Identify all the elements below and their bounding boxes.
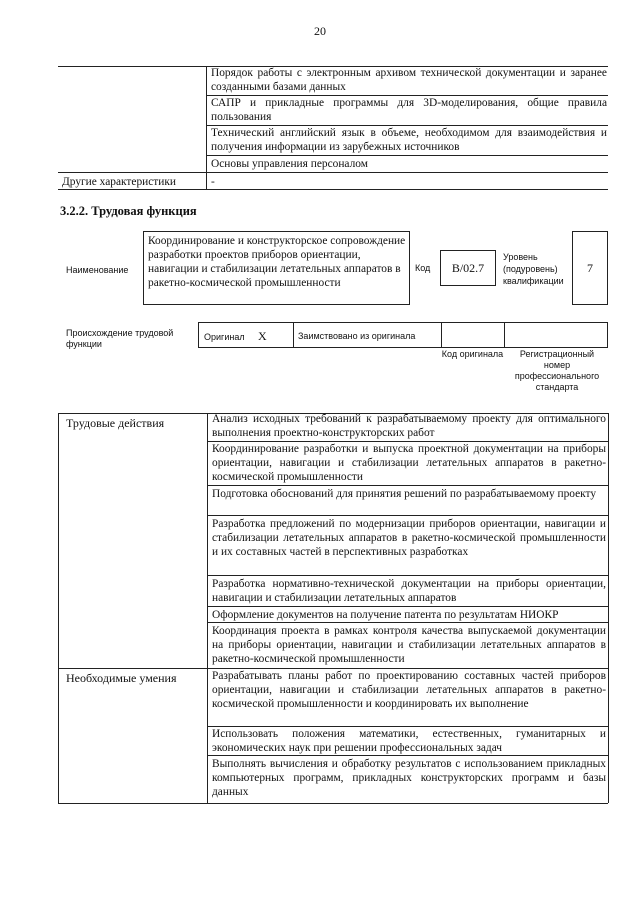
original-label: Оригинал <box>204 332 245 342</box>
action-item: Координация проекта в рамках контроля качества выпускаемой документации на приборы ориентации, навигации и стабилизации летательных аппаратов в ракетно-космической промышленности <box>212 625 606 665</box>
action-item: Разработка предложений по модернизации приборов ориентации, навигации и стабилизации летательных аппаратов в ракетно-космической промышленности и их составных частей в перспективных разработках <box>212 518 606 558</box>
registration-caption: Регистрационный номер профессионального стандарта <box>514 349 600 392</box>
level-label: Уровень (подуровень) квалификации <box>503 252 564 286</box>
skill-item: Использовать положения математики, естественных, гуманитарных и экономических наук при решении профессиональных задач <box>212 728 606 754</box>
knowledge-item: Технический английский язык в объеме, необходимом для взаимодействия и получения информации из зарубежных источников <box>211 127 607 153</box>
skills-label: Необходимые умения <box>66 671 177 685</box>
other-characteristics-label: Другие характеристики <box>62 176 177 188</box>
action-item: Оформление документов на получение патента по результатам НИОКР <box>212 609 559 621</box>
page-number: 20 <box>314 24 326 38</box>
code-value: B/02.7 <box>440 250 496 286</box>
code-label: Код <box>415 263 431 273</box>
level-value: 7 <box>572 231 608 305</box>
name-label: Наименование <box>66 265 129 275</box>
actions-label: Трудовые действия <box>66 416 165 430</box>
borrowed-label: Заимствовано из оригинала <box>298 331 416 341</box>
code-original-caption: Код оригинала <box>441 349 504 359</box>
action-item: Координирование разработки и выпуска проектной документации на приборы ориентации, навигации и стабилизации летательных аппаратов в ракетно-космической промышленности <box>212 443 606 483</box>
function-name: Координирование и конструкторское сопровождение разработки проектов приборов ориентации, навигации и стабилизации летательных аппаратов в ракетно-космической промышленности <box>148 235 406 289</box>
section-title: 3.2.2. Трудовая функция <box>60 204 197 218</box>
skill-item: Выполнять вычисления и обработку результатов с использованием прикладных компьютерных программ, прикладных конструкторских программ и базы данных <box>212 758 606 798</box>
action-item: Анализ исходных требований к разрабатываемому проекту для оптимального выполнения проектно-конструкторских работ <box>212 413 606 439</box>
skill-item: Разрабатывать планы работ по проектированию составных частей приборов ориентации, навигации и стабилизации летательных аппаратов в ракетно-космической промышленности и координировать их выполнение <box>212 670 606 710</box>
knowledge-item: Основы управления персоналом <box>211 158 368 170</box>
other-characteristics-value: - <box>211 176 215 188</box>
knowledge-item: Порядок работы с электронным архивом технической документации и заранее созданными базами данных <box>211 67 607 93</box>
action-item: Подготовка обоснований для принятия решений по разрабатываемому проекту <box>212 488 597 500</box>
original-mark: X <box>258 329 267 343</box>
knowledge-item: САПР и прикладные программы для 3D-моделирования, общие правила пользования <box>211 97 607 123</box>
action-item: Разработка нормативно-технической документации на приборы ориентации, навигации и стабилизации летательных аппаратов <box>212 578 606 604</box>
origin-label: Происхождение трудовой функции <box>66 328 174 349</box>
